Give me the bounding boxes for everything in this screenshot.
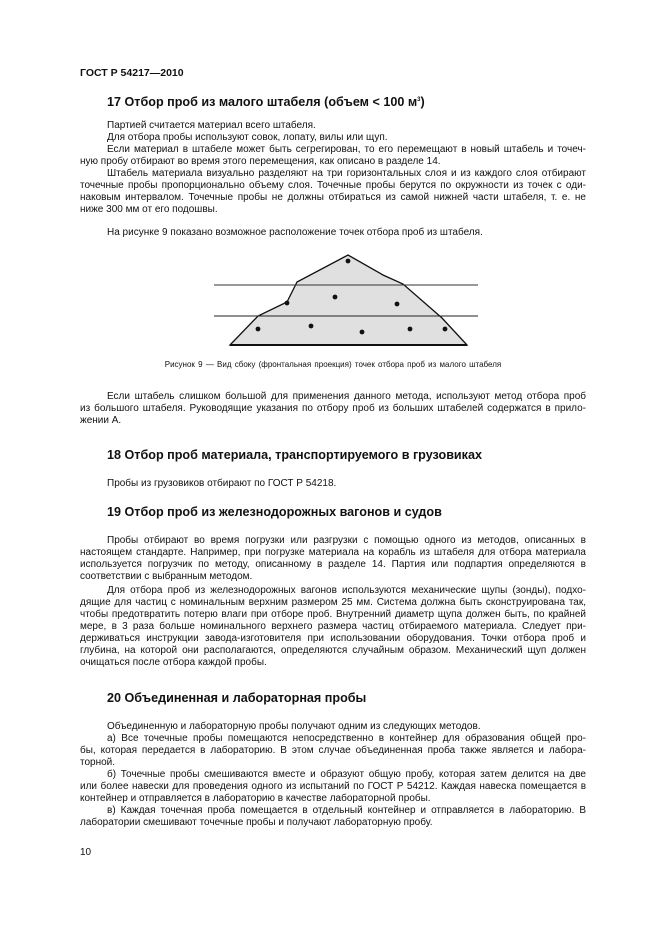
- sample-point: [360, 330, 365, 335]
- heading-text-end: ): [420, 95, 425, 109]
- paragraph-line: точечные пробы пропорционально объему слоя. Точечные пробы берутся по окружности из точек с оди-: [80, 180, 586, 191]
- paragraph-line: б) Точечные пробы смешиваются вместе и образуют общую пробу, которая затем делится на две: [107, 769, 586, 780]
- heading-text: 17 Отбор проб из малого штабеля (объем < 100 м: [107, 95, 418, 109]
- section-19-heading: 19 Отбор проб из железнодорожных вагонов и судов: [107, 505, 442, 519]
- paragraph-line: Партией считается материал всего штабеля.: [107, 120, 316, 131]
- section-20-heading: 20 Объединенная и лабораторная пробы: [107, 691, 367, 705]
- section-18-heading: 18 Отбор проб материала, транспортируемого в грузовиках: [107, 448, 482, 462]
- paragraph-line: глубина, на которой они располагаются, определяются случайным образом. Механический щуп должен: [80, 645, 586, 656]
- paragraph-line: наковым интервалом. Точечные пробы не должны отбираться из самой нижней части штабеля, т. е. не: [80, 192, 586, 203]
- figure-caption: Рисунок 9 — Вид сбоку (фронтальная проекция) точек отбора проб из малого штабеля: [164, 360, 502, 369]
- sample-point: [256, 327, 261, 332]
- paragraph-line: соответствии с выбранным методом.: [80, 571, 253, 582]
- sample-point: [408, 327, 413, 332]
- paragraph-line: настоящем стандарте. Например, при погрузке материала на корабль из штабеля для отбора материала: [80, 547, 586, 558]
- document-header: ГОСТ Р 54217—2010: [80, 67, 184, 79]
- paragraph-line: из большого штабеля. Руководящие указания по отбору проб из больших штабелей содержатся в прило-: [80, 403, 586, 414]
- paragraph-line: в) Каждая точечная проба помещается в отдельный контейнер и отправляется в лабораторию. В: [107, 805, 586, 816]
- paragraph: [80, 733, 586, 769]
- paragraph-line: контейнер и отправляется в лабораторию в качестве лабораторной пробы.: [80, 793, 431, 804]
- paragraph-line: ную пробу отбирают во время этого перемещения, как описано в разделе 14.: [80, 156, 441, 167]
- paragraph: [80, 769, 586, 805]
- paragraph-line: торной.: [80, 757, 116, 768]
- sample-point: [285, 301, 290, 306]
- stockpile-shape: [230, 255, 467, 345]
- paragraph-line: чтобы предотвратить потерю влаги при отборе проб. Внутренний диаметр щупа должен быть, по крайней: [80, 609, 586, 620]
- sample-point: [346, 259, 351, 264]
- paragraph-line: лаборатории смешивают точечные пробы и получают лабораторную пробу.: [80, 817, 433, 828]
- paragraph-line: Для отбора проб из железнодорожных вагонов используются механические щупы (зонды), подхо-: [107, 585, 586, 596]
- paragraph-line: Пробы отбирают во время погрузки или разгрузки с помощью одного из методов, описанных в: [107, 535, 586, 546]
- paragraph-line: бы, которая передается в лабораторию. В этом случае объединенная проба также является и лабора-: [80, 745, 586, 756]
- sample-point: [309, 324, 314, 329]
- paragraph-line: а) Все точечные пробы помещаются непосредственно в контейнер для образования общей про-: [107, 733, 586, 744]
- paragraph-line: Пробы из грузовиков отбирают по ГОСТ Р 54218.: [107, 478, 337, 489]
- paragraph-line: Если материал в штабеле может быть сегрегирован, то его перемещают в новый штабель и точеч-: [107, 144, 586, 155]
- paragraph-line: Для отбора пробы используют совок, лопату, вилы или щуп.: [107, 132, 388, 143]
- paragraph-line: очищаться после отбора каждой пробы.: [80, 657, 267, 668]
- paragraph-line: мере, в 3 раза больше номинального верхнего размера частиц отбираемого материала. Следует при-: [80, 621, 586, 632]
- paragraph-line: Если штабель слишком большой для применения данного метода, используют метод отбора проб: [107, 391, 586, 402]
- paragraph: [80, 585, 586, 669]
- paragraph: [80, 535, 586, 583]
- paragraph: [80, 721, 586, 733]
- paragraph-line: На рисунке 9 показано возможное расположение точек отбора проб из штабеля.: [107, 227, 483, 238]
- sample-point: [443, 327, 448, 332]
- paragraph-line: держиваться инструкции завода-изготовителя при использовании оборудования. Точки отбора проб и: [80, 633, 586, 644]
- paragraph-line: используется погрузчик по методу, описанному в разделе 14. Партия или подпартия определяются в: [80, 559, 586, 570]
- sample-point: [395, 302, 400, 307]
- paragraph-line: Объединенную и лабораторную пробы получают одним из следующих методов.: [107, 721, 481, 732]
- page-number: 10: [80, 847, 92, 858]
- heading-superscript: 3: [417, 96, 421, 103]
- paragraph-line: жении А.: [80, 415, 122, 426]
- paragraph-line: или более навески для проведения одного из испытаний по ГОСТ Р 54212. Каждая навеска помещается в: [80, 781, 586, 792]
- figure-9-stockpile-diagram: [0, 0, 661, 360]
- paragraph: [80, 805, 586, 829]
- paragraph-line: дящие для частиц с номинальным верхним размером 25 мм. Система должна быть сконструирована так,: [80, 597, 586, 608]
- paragraph-line: ниже 300 мм от его подошвы.: [80, 204, 218, 215]
- sample-point: [333, 295, 338, 300]
- paragraph-line: Штабель материала визуально разделяют на три горизонтальных слоя и из каждого слоя отбирают: [107, 168, 586, 179]
- paragraph: [80, 391, 586, 427]
- paragraph: [80, 478, 586, 490]
